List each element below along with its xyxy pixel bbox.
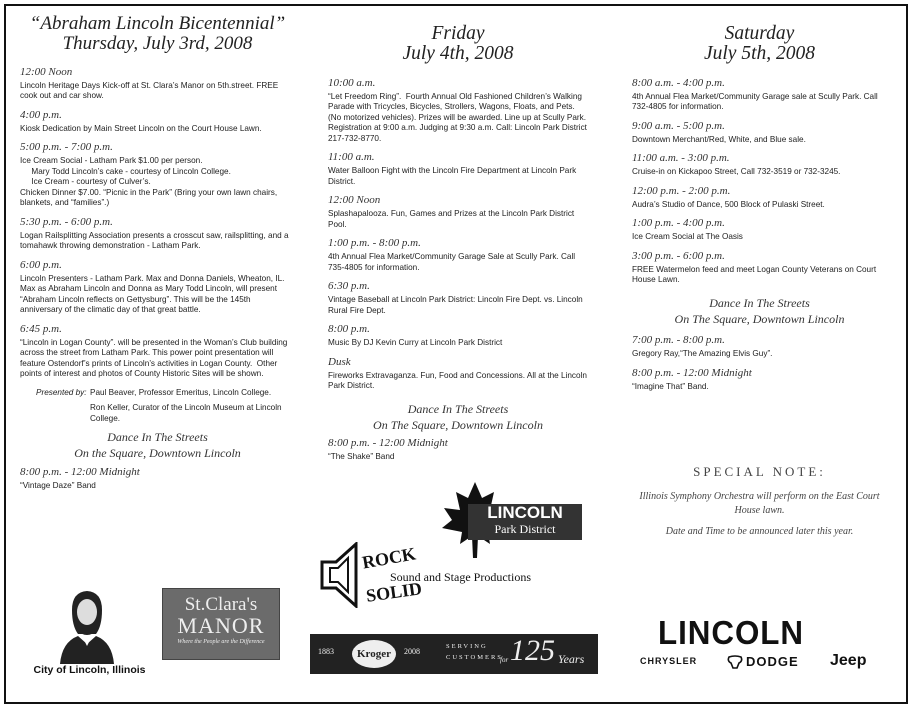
event-item bbox=[328, 194, 588, 230]
event-item bbox=[20, 216, 295, 252]
speaker-icon bbox=[320, 542, 360, 608]
event-item bbox=[328, 280, 588, 316]
event-time: Dusk bbox=[328, 355, 351, 368]
event-desc: “Lincoln in Logan County”. will be presented in the Woman’s Club building across the street from Latham Park. This power point presentation will feature Ostendorf’s prints of Lincoln’s activities in Logan County. Other points of interest and photos of County Historic Sites will be shown. bbox=[20, 337, 290, 379]
event-item bbox=[328, 323, 588, 349]
event-desc: Lincoln Presenters - Latham Park. Max and Donna Daniels, Wheaton, IL. Max as Abraham Lincoln and Donna as Mary Todd Lincoln, will present “Abraham Lincoln reflects on Gettysburg”. This will be the 145th anniversary of the climatic day of that great battle. bbox=[20, 273, 287, 315]
rock-solid-logo bbox=[320, 542, 550, 612]
dance-location: On The Square, Downtown Lincoln bbox=[674, 311, 845, 326]
event-desc: Splashapalooza. Fun, Games and Prizes at the Lincoln Park District Pool. bbox=[328, 209, 577, 229]
event-desc: Audra’s Studio of Dance, 500 Block of Pulaski Street. bbox=[632, 199, 825, 209]
lincoln-portrait-logo bbox=[52, 586, 122, 666]
kroger-serving: SERVING bbox=[446, 643, 488, 650]
dealer-name: LINCOLN bbox=[658, 614, 804, 651]
kroger-logo: Kroger bbox=[352, 640, 396, 668]
park-district: Park District bbox=[494, 521, 556, 536]
saturday-events bbox=[632, 77, 887, 286]
lincoln-portrait-icon bbox=[52, 586, 122, 664]
dance-title: Dance In The Streets bbox=[407, 401, 509, 416]
event-time: 3:00 p.m. - 6:00 p.m. bbox=[632, 249, 725, 262]
event-time: 11:00 a.m. - 3:00 p.m. bbox=[632, 152, 730, 165]
dodge-brand: DODGE bbox=[746, 654, 799, 669]
friday-dance-event bbox=[328, 437, 588, 463]
event-item bbox=[632, 120, 887, 146]
event-time: 10:00 a.m. bbox=[328, 76, 376, 89]
solid-text: SOLID bbox=[364, 578, 424, 606]
event-time: 6:00 p.m. bbox=[20, 258, 62, 271]
event-time: 6:45 p.m. bbox=[20, 322, 62, 335]
event-desc: Cruise-in on Kickapoo Street, Call 732-3519 or 732-3245. bbox=[632, 167, 841, 177]
special-note-heading: SPECIAL NOTE: bbox=[693, 464, 826, 479]
event-desc: Lincoln Heritage Days Kick-off at St. Clara’s Manor on 5th.street. FREE cook out and car show. bbox=[20, 80, 281, 101]
thursday-events bbox=[20, 66, 295, 380]
event-desc: Ice Cream Social - Latham Park $1.00 per person. Mary Todd Lincoln’s cake - courtesy of Lincoln College. Ice Cream - courtesy of Culver’s. Chicken Dinner $7.00. “Picnic in the Park” (Bring your own lawn chairs, blankets, and “families”.) bbox=[20, 156, 278, 208]
event-item bbox=[20, 141, 295, 209]
thursday-title: “Abraham Lincoln Bicentennial” bbox=[29, 13, 286, 34]
event-desc: “Vintage Daze” Band bbox=[20, 480, 96, 490]
kroger-year-end: 2008 bbox=[404, 647, 420, 656]
event-time: 9:00 a.m. - 5:00 p.m. bbox=[632, 119, 725, 132]
event-desc: Gregory Ray,“The Amazing Elvis Guy”. bbox=[632, 349, 773, 359]
event-item bbox=[632, 334, 887, 360]
special-note-line-1: Illinois Symphony Orchestra will perform on the East Court House lawn. bbox=[639, 491, 880, 516]
city-caption: City of Lincoln, Illinois bbox=[33, 664, 146, 676]
park-district-box bbox=[468, 504, 582, 540]
friday-title: Friday bbox=[431, 23, 485, 44]
friday-date: July 4th, 2008 bbox=[402, 43, 514, 65]
rock-subtitle: Sound and Stage Productions bbox=[390, 570, 531, 584]
event-item bbox=[632, 185, 887, 211]
event-time: 12:00 p.m. - 2:00 p.m. bbox=[632, 184, 731, 197]
event-desc: Water Balloon Fight with the Lincoln Fire Department at Lincoln Park District. bbox=[328, 166, 579, 186]
kroger-year-start: 1883 bbox=[318, 647, 334, 656]
saturday-date: July 5th, 2008 bbox=[703, 43, 816, 65]
dance-title: Dance In The Streets bbox=[107, 430, 208, 445]
event-item bbox=[328, 356, 588, 392]
saturday-title: Saturday bbox=[724, 23, 795, 44]
event-time: 7:00 p.m. - 8:00 p.m. bbox=[632, 334, 725, 347]
dance-location: On The Square, Downtown Lincoln bbox=[373, 417, 543, 432]
event-time: 1:00 p.m. - 8:00 p.m. bbox=[328, 237, 421, 250]
stclara-manor: MANOR bbox=[177, 613, 265, 638]
saturday-dance-events bbox=[632, 334, 887, 392]
event-time: 1:00 p.m. - 4:00 p.m. bbox=[632, 217, 725, 230]
rock-text: ROCK bbox=[360, 543, 418, 573]
presented-by bbox=[20, 388, 295, 425]
saturday-column bbox=[632, 24, 887, 392]
event-time: 8:00 p.m. - 12:00 Midnight bbox=[328, 437, 448, 450]
dance-title: Dance In The Streets bbox=[709, 295, 810, 310]
event-item bbox=[632, 77, 887, 113]
event-time: 11:00 a.m. bbox=[328, 151, 375, 164]
event-time: 8:00 p.m. - 12:00 Midnight bbox=[20, 465, 140, 478]
kroger-banner bbox=[310, 634, 598, 674]
event-time: 8:00 p.m. - 12:00 Midnight bbox=[632, 366, 752, 379]
event-item bbox=[328, 151, 588, 187]
saturday-dance-heading bbox=[632, 296, 887, 327]
event-time: 6:30 p.m. bbox=[328, 280, 370, 293]
event-item bbox=[20, 259, 295, 316]
presented-label: Presented by: bbox=[36, 387, 87, 397]
ram-head-icon bbox=[726, 655, 744, 669]
park-lincoln: LINCOLN bbox=[487, 503, 563, 522]
event-item bbox=[328, 237, 588, 273]
event-time: 8:00 p.m. bbox=[328, 323, 370, 336]
event-time: 4:00 p.m. bbox=[20, 108, 62, 121]
event-item bbox=[328, 77, 588, 145]
event-desc: Downtown Merchant/Red, White, and Blue sale. bbox=[632, 134, 806, 144]
event-desc: Vintage Baseball at Lincoln Park District: Lincoln Fire Dept. vs. Lincoln Rural Fire Dept. bbox=[328, 295, 585, 315]
event-item bbox=[632, 250, 887, 286]
thursday-date: Thursday, July 3rd, 2008 bbox=[62, 32, 253, 54]
kroger-customers: CUSTOMERS bbox=[446, 654, 503, 661]
thursday-column bbox=[20, 14, 295, 491]
special-note bbox=[632, 464, 887, 539]
event-item bbox=[632, 152, 887, 178]
event-time: 5:00 p.m. - 7:00 p.m. bbox=[20, 141, 113, 154]
event-item bbox=[632, 367, 887, 393]
event-desc: 4th Annual Flea Market/Community Garage Sale at Scully Park. Call 735-4805 for information. bbox=[328, 252, 578, 272]
event-item bbox=[20, 323, 295, 380]
kroger-years: Years bbox=[558, 652, 585, 666]
friday-dance-heading bbox=[328, 402, 588, 433]
event-desc: Kiosk Dedication by Main Street Lincoln on the Court House Lawn. bbox=[20, 123, 262, 133]
event-desc: Fireworks Extravaganza. Fun, Food and Concessions. All at the Lincoln Park District. bbox=[328, 370, 590, 391]
stclara-tagline: Where the People are the Difference bbox=[177, 639, 265, 646]
event-desc: Logan Railsplitting Association presents a crosscut saw, railsplitting, and a tomahawk throwing demonstration - Latham Park. bbox=[20, 230, 291, 251]
presenter-1: Paul Beaver, Professor Emeritus, Lincoln College. bbox=[90, 387, 272, 397]
st-claras-manor-logo bbox=[162, 588, 280, 660]
friday-column bbox=[328, 24, 588, 463]
thursday-dance-event bbox=[20, 466, 295, 492]
event-item bbox=[632, 217, 887, 243]
event-time: 12:00 Noon bbox=[328, 194, 381, 207]
event-desc: Music By DJ Kevin Curry at Lincoln Park District bbox=[328, 338, 503, 348]
event-desc: 4th Annual Flea Market/Community Garage sale at Scully Park. Call 732-4805 for information. bbox=[632, 91, 881, 112]
kroger-125: 125 bbox=[510, 634, 555, 667]
kroger-for: for bbox=[500, 656, 509, 664]
event-time: 8:00 a.m. - 4:00 p.m. bbox=[632, 76, 725, 89]
event-desc: Ice Cream Social at The Oasis bbox=[632, 232, 743, 242]
event-desc: “The Shake” Band bbox=[328, 452, 395, 462]
chrysler-brand: CHRYSLER bbox=[640, 656, 698, 666]
presenter-2: Ron Keller, Curator of the Lincoln Museum at Lincoln College. bbox=[90, 403, 282, 423]
thursday-dance-heading bbox=[20, 430, 295, 461]
event-desc: “Let Freedom Ring”. Fourth Annual Old Fashioned Children’s Walking Parade with Tricycles, Bicycles, Strollers, Wagons, Floats, and Pets. (No motorized vehicles). Prizes will be awarded. Line up at Scully Park. Registration at 9:00 a.m. Judging at 9:30 a.m. Call: Lincoln Park District 217-732-8770. bbox=[328, 91, 590, 143]
dance-location: On the Square, Downtown Lincoln bbox=[74, 445, 241, 460]
jeep-brand: Jeep bbox=[830, 652, 867, 669]
event-time: 12:00 Noon bbox=[20, 65, 73, 78]
friday-events bbox=[328, 77, 588, 392]
event-item bbox=[20, 66, 295, 102]
event-desc: “Imagine That” Band. bbox=[632, 381, 709, 391]
stclara-name: St.Clara's bbox=[184, 594, 258, 615]
event-time: 5:30 p.m. - 6:00 p.m. bbox=[20, 215, 113, 228]
event-item bbox=[20, 109, 295, 135]
dealer-logo bbox=[640, 614, 880, 676]
special-note-line-2: Date and Time to be announced later this year. bbox=[665, 526, 854, 537]
event-desc: FREE Watermelon feed and meet Logan County Veterans on Court House Lawn. bbox=[632, 264, 879, 285]
